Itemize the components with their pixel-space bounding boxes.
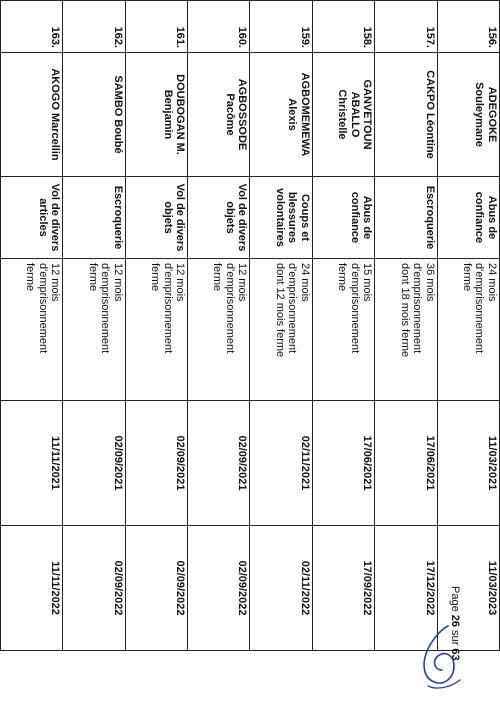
start-date: 02/09/2021	[125, 401, 187, 526]
detainee-name: AGBOMEMEWA Alexis	[250, 53, 312, 177]
detainee-name: AKOGO Marcellin	[1, 53, 63, 177]
infraction: Vol de divers articles	[1, 177, 63, 259]
detainee-name: SAMBO Boubé	[63, 53, 125, 177]
sentence: 24 mois d'emprisonnement dont 12 mois ferme	[250, 259, 312, 401]
sentence: 12 mois d'emprisonnement ferme	[63, 259, 125, 401]
sentence: 12 mois d'emprisonnement ferme	[1, 259, 63, 401]
start-date: 02/11/2021	[250, 401, 312, 526]
start-date: 02/09/2021	[188, 401, 250, 526]
table-row	[1, 1, 63, 651]
row-number: 162.	[63, 1, 125, 53]
row-number: 156.	[437, 1, 499, 53]
sentence: 15 mois d'emprisonnement ferme	[312, 259, 374, 401]
detainee-name: DOUBOGAN M. Benjamin	[125, 53, 187, 177]
release-date: 17/09/2022	[312, 526, 374, 651]
release-date: 11/03/2023	[437, 526, 499, 651]
release-date: 02/09/2022	[125, 526, 187, 651]
sentence: 12 mois d'emprisonnement ferme	[188, 259, 250, 401]
sentence: 36 mois d'emprisonnement dont 18 mois ferme	[375, 259, 437, 401]
page-total: 63	[449, 648, 461, 661]
start-date: 17/06/2021	[312, 401, 374, 526]
detainee-name: GANVETOUN ABALLO Christelle	[312, 53, 374, 177]
infraction: Escroquerie	[375, 177, 437, 259]
page-prefix: Page	[449, 586, 461, 615]
infraction: Abus de confiance	[437, 177, 499, 259]
infraction: Vol de divers objets	[188, 177, 250, 259]
detainee-name: AGBOSSODE Pacôme	[188, 53, 250, 177]
table-row	[375, 1, 437, 651]
infraction: Vol de divers objets	[125, 177, 187, 259]
row-number: 163.	[1, 1, 63, 53]
table-row	[63, 1, 125, 651]
table-row	[188, 1, 250, 651]
release-date: 02/11/2022	[250, 526, 312, 651]
row-number: 157.	[375, 1, 437, 53]
table-row	[312, 1, 374, 651]
detainee-name: CAKPO Léontine	[375, 53, 437, 177]
start-date: 17/06/2021	[375, 401, 437, 526]
release-date: 17/12/2022	[375, 526, 437, 651]
row-number: 161.	[125, 1, 187, 53]
release-date: 02/09/2022	[188, 526, 250, 651]
start-date: 11/03/2021	[437, 401, 499, 526]
release-date: 02/09/2022	[63, 526, 125, 651]
sentence: 12 mois d'emprisonnement ferme	[125, 259, 187, 401]
table-body	[1, 1, 500, 651]
sentence: 24 mois d'emprisonnement ferme	[437, 259, 499, 401]
handwritten-signature	[410, 620, 470, 695]
infraction: Escroquerie	[63, 177, 125, 259]
start-date: 02/09/2021	[63, 401, 125, 526]
row-number: 158.	[312, 1, 374, 53]
page-current: 26	[449, 614, 461, 627]
table-row	[125, 1, 187, 651]
page-separator: sur	[449, 627, 461, 649]
release-date: 11/11/2022	[1, 526, 63, 651]
start-date: 11/11/2021	[1, 401, 63, 526]
row-number: 160.	[188, 1, 250, 53]
infraction: Coups et blessures volontaires	[250, 177, 312, 259]
detainee-name: ADEGOKE Souleymane	[437, 53, 499, 177]
infraction: Abus de confiance	[312, 177, 374, 259]
table-row	[437, 1, 499, 651]
row-number: 159.	[250, 1, 312, 53]
table-row	[250, 1, 312, 651]
